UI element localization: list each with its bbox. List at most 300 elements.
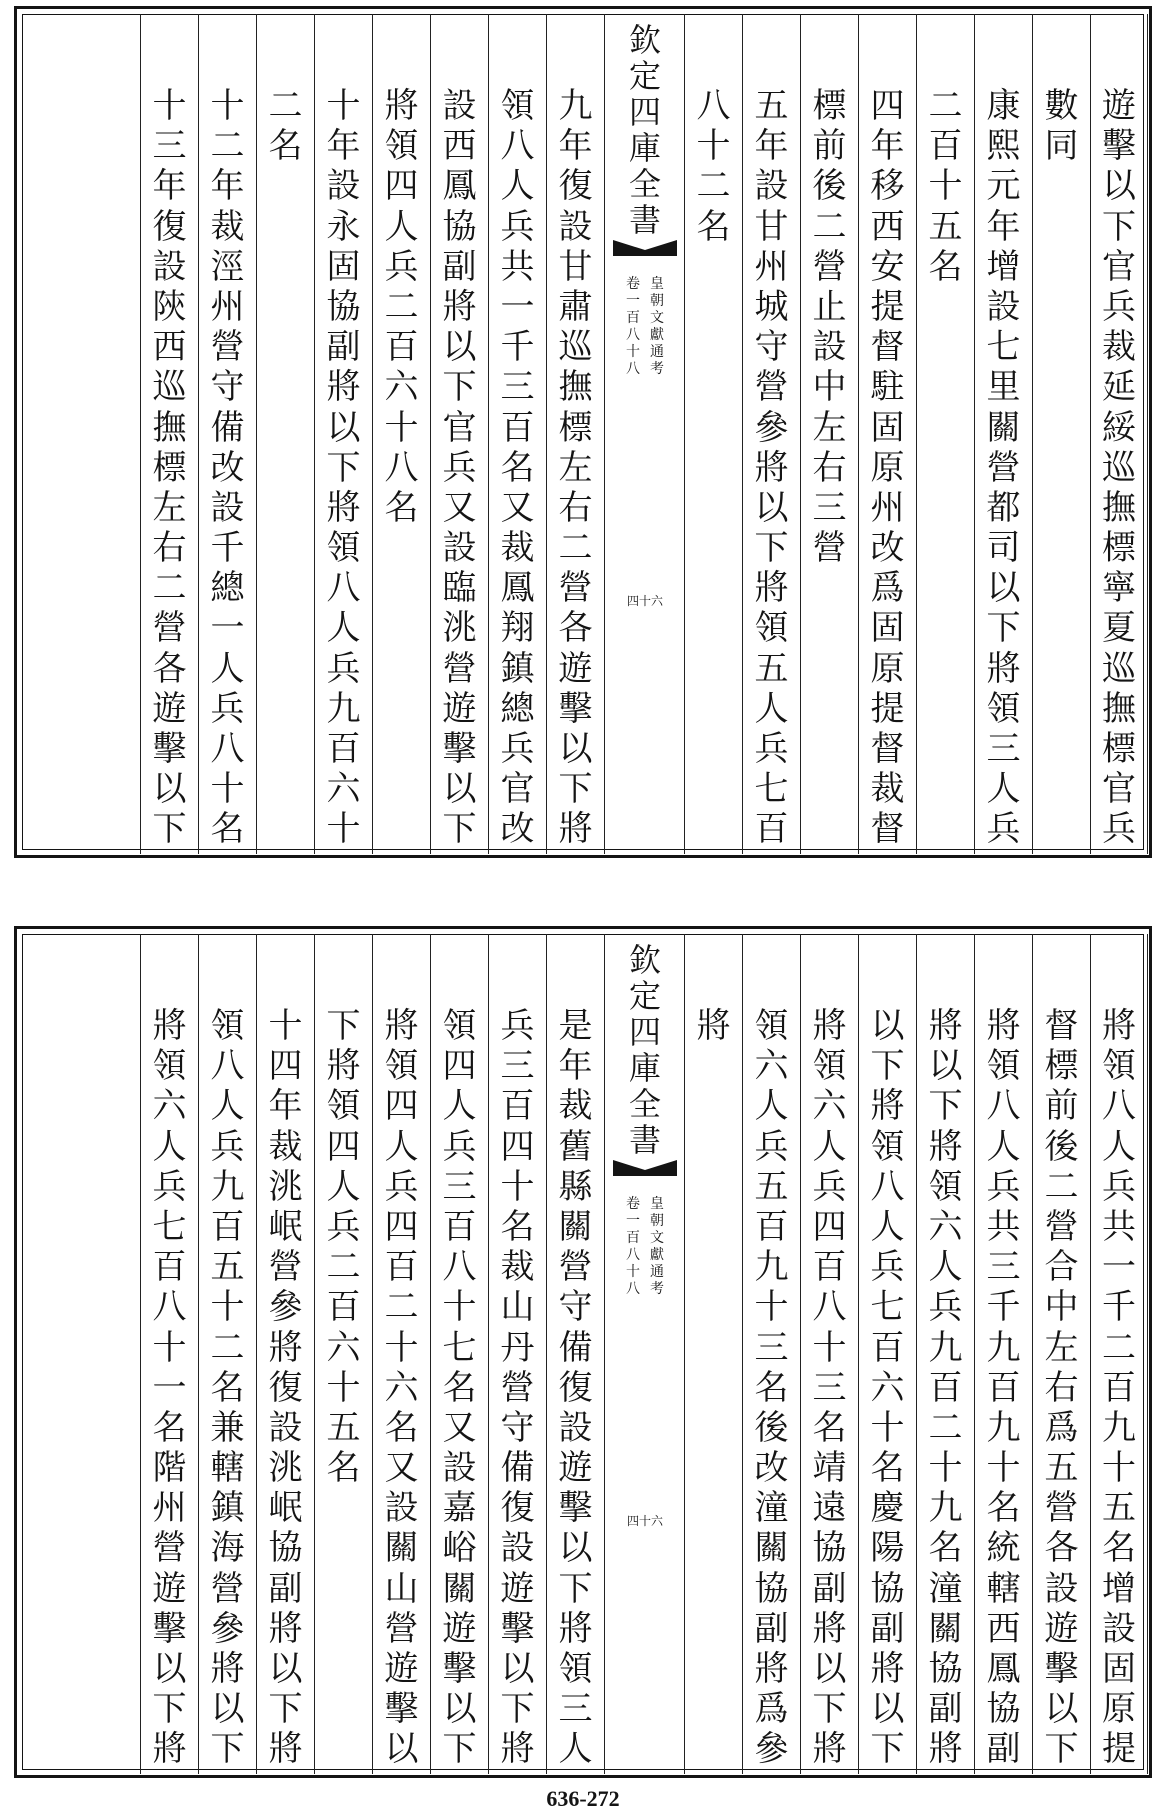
text-char: 轄 [210, 1448, 245, 1489]
text-char: 甘 [754, 206, 789, 247]
text-char: 兵 [326, 1206, 361, 1247]
text-char: 七 [754, 769, 789, 810]
text-char: 督 [870, 327, 905, 368]
text-char: 以 [152, 769, 187, 810]
text-column [858, 14, 916, 854]
text-char: 以 [870, 1006, 905, 1046]
text-char: 陝 [152, 286, 187, 327]
text-char: 遠 [812, 1488, 847, 1529]
text-char: 人 [754, 1086, 789, 1127]
text-char: 以 [500, 1649, 535, 1689]
text-char: 以 [326, 407, 361, 448]
text-char: 營 [152, 1528, 187, 1569]
text-char: 前 [812, 126, 847, 167]
text-column [488, 14, 546, 854]
text-char: 海 [210, 1528, 245, 1569]
text-char: 領 [754, 608, 789, 649]
text-char: 年 [268, 1086, 303, 1127]
text-char: 六 [326, 769, 361, 810]
text-char: 關 [442, 1568, 477, 1609]
text-char: 改 [754, 1448, 789, 1489]
text-char: 下 [986, 608, 1021, 649]
text-char: 設 [384, 1488, 419, 1529]
source-label [648, 1196, 666, 1298]
text-char: 年 [558, 126, 593, 167]
text-char: 領 [326, 1086, 361, 1127]
text-char: 中 [1044, 1287, 1079, 1328]
center-band [604, 934, 685, 1774]
text-char: 又 [500, 487, 535, 528]
text-char: 元 [986, 166, 1021, 207]
text-char: 副 [870, 1608, 905, 1649]
text-char: 八 [812, 1287, 847, 1328]
text-char: 九 [326, 688, 361, 729]
book-title-char: 定 [628, 57, 661, 95]
text-char: 二 [812, 206, 847, 247]
text-char: 設 [442, 1448, 477, 1489]
text-char: 副 [928, 1689, 963, 1730]
text-char: 九 [754, 1247, 789, 1288]
text-char: 以 [558, 729, 593, 769]
text-char: 舊 [558, 1126, 593, 1167]
text-char: 將 [986, 648, 1021, 689]
text-char: 鎮 [500, 648, 535, 689]
book-title-char: 書 [628, 201, 661, 239]
text-char: 兵 [500, 1006, 535, 1046]
book-title-char: 欽 [628, 941, 661, 979]
text-char: 復 [558, 166, 593, 207]
text-column [1090, 14, 1148, 854]
text-char: 人 [870, 1206, 905, 1247]
text-char: 鳳 [986, 1649, 1021, 1689]
text-char: 將 [268, 1608, 303, 1649]
text-char: 名 [1102, 1528, 1136, 1569]
text-char: 將 [870, 1086, 905, 1127]
text-char: 三 [500, 1046, 535, 1087]
text-char: 各 [1044, 1528, 1079, 1569]
text-char: 兵 [986, 1166, 1021, 1207]
text-char: 州 [754, 246, 789, 287]
text-char: 夏 [1102, 608, 1136, 649]
text-char: 將 [558, 809, 593, 850]
text-char: 改 [500, 809, 535, 850]
text-char: 人 [928, 1247, 963, 1288]
text-char: 領 [986, 688, 1021, 729]
text-char: 四 [326, 1126, 361, 1167]
text-char: 擊 [384, 1689, 419, 1730]
text-char: 九 [928, 1488, 963, 1529]
text-char: 下 [442, 809, 477, 850]
text-char: 合 [1044, 1247, 1079, 1288]
text-char: 六 [384, 1367, 419, 1408]
text-char: 人 [558, 1729, 593, 1770]
text-char: 兵 [986, 809, 1021, 850]
text-char: 西 [442, 126, 477, 167]
text-column [314, 14, 372, 854]
text-char: 統 [986, 1528, 1021, 1569]
text-char: 下 [870, 1729, 905, 1770]
text-char: 二 [210, 1327, 245, 1368]
text-char: 西 [870, 206, 905, 247]
text-char: 十 [928, 1448, 963, 1489]
band-char: 十 [626, 1264, 640, 1280]
text-char: 原 [870, 447, 905, 488]
text-char: 人 [384, 206, 419, 247]
text-char: 官 [500, 769, 535, 810]
text-char: 名 [442, 1367, 477, 1408]
text-char: 年 [870, 126, 905, 167]
text-char: 將 [870, 1649, 905, 1689]
band-char: 皇 [650, 276, 664, 292]
book-title-char: 全 [628, 165, 661, 203]
text-char: 設 [152, 246, 187, 287]
text-char: 下 [1102, 206, 1136, 247]
text-column [198, 934, 256, 1774]
text-char: 千 [986, 1287, 1021, 1328]
text-char: 九 [1102, 1407, 1136, 1448]
text-char: 擊 [152, 729, 187, 769]
text-char: 復 [268, 1367, 303, 1408]
text-char: 綏 [1102, 407, 1136, 448]
text-char: 十 [696, 126, 731, 167]
text-char: 五 [754, 1166, 789, 1207]
text-char: 鳳 [500, 568, 535, 609]
text-char: 固 [1102, 1649, 1136, 1689]
text-char: 復 [558, 1367, 593, 1408]
text-column [140, 14, 198, 854]
text-char: 慶 [870, 1488, 905, 1529]
text-char: 備 [500, 1448, 535, 1489]
text-char: 十 [870, 1407, 905, 1448]
text-char: 熙 [986, 126, 1021, 167]
text-char: 下 [442, 1729, 477, 1770]
text-char: 延 [1102, 367, 1136, 408]
text-char: 設 [812, 327, 847, 368]
text-char: 名 [210, 1367, 245, 1408]
band-char: 通 [650, 1264, 664, 1280]
band-char: 卷 [626, 276, 640, 292]
band-char: 卷 [626, 1196, 640, 1212]
text-char: 兵 [384, 1166, 419, 1207]
text-char: 三 [812, 487, 847, 528]
text-char: 以 [152, 1649, 187, 1689]
text-char: 十 [210, 1287, 245, 1328]
text-char: 千 [1102, 1287, 1136, 1328]
text-char: 右 [152, 528, 187, 569]
text-char: 標 [1102, 528, 1136, 569]
text-char: 增 [1102, 1568, 1136, 1609]
text-char: 鎮 [210, 1488, 245, 1529]
text-column [858, 934, 916, 1774]
text-char: 備 [210, 407, 245, 448]
text-char: 守 [210, 367, 245, 408]
text-char: 裁 [268, 1126, 303, 1167]
text-char: 康 [986, 86, 1021, 126]
text-char: 八 [326, 568, 361, 609]
text-char: 名 [384, 487, 419, 528]
text-char: 四 [268, 1046, 303, 1087]
text-char: 司 [986, 528, 1021, 569]
band-char: 一 [626, 293, 640, 309]
text-char: 八 [210, 729, 245, 769]
text-char: 關 [754, 1528, 789, 1569]
text-column [546, 14, 604, 854]
chapter-label [624, 276, 642, 378]
text-char: 下 [870, 1046, 905, 1087]
band-subtitle [605, 276, 685, 378]
text-char: 將 [754, 568, 789, 609]
text-char: 以 [558, 1528, 593, 1569]
text-char: 營 [210, 1568, 245, 1609]
text-char: 寧 [1102, 568, 1136, 609]
text-char: 下 [558, 769, 593, 810]
text-char: 原 [1102, 1689, 1136, 1730]
text-char: 固 [870, 608, 905, 649]
text-char: 以 [268, 1649, 303, 1689]
text-char: 營 [558, 568, 593, 609]
text-char: 將 [812, 1729, 847, 1770]
text-char: 將 [928, 1126, 963, 1167]
text-char: 年 [558, 1046, 593, 1087]
band-char: 八 [626, 1247, 640, 1263]
text-char: 將 [326, 1046, 361, 1087]
book-title-char: 庫 [628, 1049, 661, 1087]
text-char: 營 [210, 327, 245, 368]
text-char: 山 [384, 1568, 419, 1609]
text-char: 領 [1102, 1046, 1136, 1087]
text-char: 撫 [152, 407, 187, 448]
text-char: 設 [442, 86, 477, 126]
text-char: 人 [1102, 1126, 1136, 1167]
text-char: 原 [870, 648, 905, 689]
text-char: 以 [442, 1689, 477, 1730]
text-char: 八 [384, 447, 419, 488]
text-char: 遊 [152, 1568, 187, 1609]
text-char: 五 [1102, 1488, 1136, 1529]
text-char: 官 [1102, 246, 1136, 287]
text-char: 爲 [754, 1689, 789, 1730]
text-char: 名 [152, 1407, 187, 1448]
text-char: 副 [442, 246, 477, 287]
text-char: 備 [558, 1327, 593, 1368]
text-char: 十 [500, 1166, 535, 1207]
text-char: 後 [754, 1407, 789, 1448]
book-title [605, 942, 685, 1158]
text-char: 十 [812, 1327, 847, 1368]
text-char: 百 [986, 1367, 1021, 1408]
text-char: 百 [500, 1086, 535, 1127]
text-char: 兼 [210, 1407, 245, 1448]
text-char: 設 [1102, 1608, 1136, 1649]
text-column [256, 934, 314, 1774]
text-char: 兵 [812, 1166, 847, 1207]
text-char: 十 [210, 769, 245, 810]
text-char: 三 [754, 1327, 789, 1368]
text-column [1090, 934, 1148, 1774]
text-char: 州 [210, 286, 245, 327]
text-char: 百 [870, 1327, 905, 1368]
band-char: 通 [650, 344, 664, 360]
text-column [800, 14, 858, 854]
text-char: 十 [152, 1327, 187, 1368]
text-char: 以 [1044, 1689, 1079, 1730]
text-char: 一 [210, 608, 245, 649]
text-char: 撫 [1102, 688, 1136, 729]
text-char: 名 [696, 206, 731, 247]
text-char: 三 [812, 1367, 847, 1408]
text-char: 標 [558, 407, 593, 448]
text-char: 領 [754, 1006, 789, 1046]
text-char: 兵 [1102, 809, 1136, 850]
text-char: 下 [326, 447, 361, 488]
text-char: 下 [442, 367, 477, 408]
text-char: 九 [986, 1327, 1021, 1368]
text-char: 階 [152, 1448, 187, 1489]
text-char: 官 [1102, 769, 1136, 810]
text-char: 永 [326, 206, 361, 247]
text-char: 設 [754, 166, 789, 207]
text-char: 副 [268, 1568, 303, 1609]
text-char: 名 [754, 1367, 789, 1408]
text-char: 以 [442, 769, 477, 810]
text-char: 六 [928, 1206, 963, 1247]
text-char: 固 [326, 246, 361, 287]
text-char: 協 [754, 1568, 789, 1609]
text-char: 百 [326, 1287, 361, 1328]
text-char: 下 [812, 1689, 847, 1730]
text-char: 下 [558, 1568, 593, 1609]
text-char: 五 [326, 1407, 361, 1448]
text-char: 百 [152, 1247, 187, 1288]
text-char: 嘉 [442, 1488, 477, 1529]
text-char: 州 [152, 1488, 187, 1529]
text-char: 設 [986, 286, 1021, 327]
text-char: 四 [384, 1206, 419, 1247]
text-char: 十 [210, 86, 245, 126]
text-char: 六 [870, 1367, 905, 1408]
text-char: 下 [210, 1729, 245, 1770]
text-char: 三 [442, 1166, 477, 1207]
text-char: 六 [384, 367, 419, 408]
text-char: 增 [986, 246, 1021, 287]
text-char: 營 [1044, 1488, 1079, 1529]
text-char: 關 [558, 1206, 593, 1247]
text-column [314, 934, 372, 1774]
text-char: 十 [326, 1367, 361, 1408]
text-char: 又 [442, 487, 477, 528]
text-char: 西 [152, 327, 187, 368]
book-title-char: 四 [628, 1013, 661, 1051]
text-char: 復 [152, 206, 187, 247]
text-char: 遊 [442, 688, 477, 729]
text-char: 將 [268, 1729, 303, 1770]
text-char: 副 [754, 1608, 789, 1649]
text-char: 十 [986, 1448, 1021, 1489]
chapter-label [624, 1196, 642, 1298]
text-char: 督 [870, 809, 905, 850]
text-char: 爲 [1044, 1407, 1079, 1448]
text-char: 領 [210, 1006, 245, 1046]
text-char: 營 [268, 1247, 303, 1288]
text-char: 守 [754, 327, 789, 368]
text-char: 左 [152, 487, 187, 528]
text-column [372, 14, 430, 854]
text-char: 二 [1102, 1327, 1136, 1368]
text-char: 營 [558, 1247, 593, 1288]
text-char: 將 [500, 1729, 535, 1770]
text-char: 一 [152, 1367, 187, 1408]
text-char: 城 [754, 286, 789, 327]
book-title-char: 書 [628, 1121, 661, 1159]
text-char: 將 [812, 1006, 847, 1046]
text-char: 下 [1044, 1729, 1079, 1770]
text-char: 以 [1102, 166, 1136, 207]
text-char: 九 [558, 86, 593, 126]
text-char: 駐 [870, 367, 905, 408]
text-char: 十 [442, 1287, 477, 1328]
text-char: 是 [558, 1006, 593, 1046]
text-char: 十 [1102, 1448, 1136, 1489]
text-char: 提 [1102, 1729, 1136, 1770]
text-char: 副 [986, 1729, 1021, 1770]
text-char: 百 [210, 1206, 245, 1247]
text-char: 二 [1044, 1166, 1079, 1207]
text-char: 後 [1044, 1126, 1079, 1167]
text-char: 里 [986, 367, 1021, 408]
text-char: 遊 [1102, 86, 1136, 126]
text-char: 將 [696, 1006, 731, 1046]
text-char: 安 [870, 246, 905, 287]
text-char: 二 [384, 1287, 419, 1328]
text-char: 下 [152, 1689, 187, 1730]
text-char: 將 [442, 286, 477, 327]
text-char: 總 [500, 688, 535, 729]
text-char: 兵 [210, 1126, 245, 1167]
text-char: 設 [326, 166, 361, 207]
text-char: 裁 [558, 1086, 593, 1127]
text-char: 標 [812, 86, 847, 126]
book-title-char: 定 [628, 977, 661, 1015]
text-char: 領 [384, 1046, 419, 1087]
text-char: 名 [928, 1528, 963, 1569]
text-char: 十 [152, 86, 187, 126]
text-char: 協 [442, 206, 477, 247]
band-char: 朝 [650, 293, 664, 309]
text-char: 八 [152, 1287, 187, 1328]
text-char: 縣 [558, 1166, 593, 1207]
text-char: 營 [812, 528, 847, 569]
text-char: 將 [152, 1729, 187, 1770]
text-char: 人 [812, 1126, 847, 1167]
text-char: 下 [268, 1689, 303, 1730]
text-char: 巡 [1102, 648, 1136, 689]
text-char: 人 [442, 1086, 477, 1127]
band-char: 朝 [650, 1213, 664, 1229]
text-char: 峪 [442, 1528, 477, 1569]
text-char: 山 [500, 1287, 535, 1328]
text-char: 領 [928, 1166, 963, 1207]
text-char: 將 [326, 487, 361, 528]
text-char: 又 [442, 1407, 477, 1448]
text-char: 營 [812, 246, 847, 287]
text-char: 五 [928, 206, 963, 247]
text-char: 擊 [442, 729, 477, 769]
text-char: 六 [754, 1046, 789, 1087]
text-char: 名 [812, 1407, 847, 1448]
text-char: 二 [268, 86, 303, 126]
text-column [546, 934, 604, 1774]
text-char: 改 [870, 528, 905, 569]
